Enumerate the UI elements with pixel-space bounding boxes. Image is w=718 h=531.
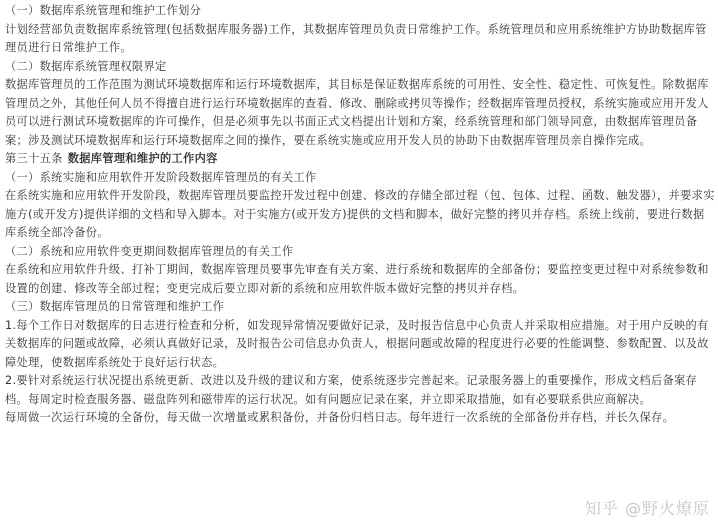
article-title: 数据库管理和维护的工作内容 (67, 152, 218, 165)
subsection-heading-daily: （三）数据库管理员的日常管理和维护工作 (5, 300, 225, 313)
article-heading (5, 150, 715, 169)
paragraph-duty-division: 计划经营部负责数据库系统管理(包括数据库服务器)工作，其数据库管理员负责日常维护工作。系统管理员和应用系统维护方协助数据库管理员进行日常维护工作。 (5, 22, 707, 54)
paragraph-change: 在系统和应用软件升级、打补丁期间，数据库管理员要事先审查有关方案、进行系统和数据库的全部备份；要监控变更过程中对系统参数和设置的创建、修改等全部过程；变更完成后要立即对新的系统和应用软件版本做好完整的拷贝并存档。 (5, 263, 709, 295)
paragraph-permission: 数据库管理员的工作范围为测试环境数据库和运行环境数据库，其目标是保证数据库系统的可用性、安全性、稳定性、可恢复性。除数据库管理员之外，其他任何人员不得擅自进行运行环境数据库的查看、修改、删除或拷贝等操作；经数据库管理员授权，系统实施或应用开发人员可以进行测试环境数据库的许可操作，但是必须事先以书面正式文档提出计划和方案，经系统管理和部门领导同意，由数据库管理员备案；涉及测试环境数据库和运行环境数据库之间的操作，要在系统实施或应用开发人员的协助下由数据库管理员亲自操作完成。 (5, 78, 709, 147)
article-label: 第三十五条 (5, 152, 63, 165)
subsection-heading-change: （二）系统和应用软件变更期间数据库管理员的有关工作 (5, 244, 294, 258)
list-item-daily-2: 2.要针对系统运行状况提出系统更新、改进以及升级的建议和方案，使系统逐步完善起来。记录服务器上的重要操作，形成文档后备案存档。每周定时检查服务器、磁盘阵列和磁带库的运行状况。如有问题应记录在案，并立即采取措施，如有必要联系供应商解决。 (5, 374, 698, 406)
paragraph-development: 在系统实施和应用软件开发阶段，数据库管理员要监控开发过程中创建、修改的存储全部过程（包、包体、过程、函数、触发器），并要求实施方(或开发方)提供详细的文档和导入脚本。对于实施方(或开发方)提供的文档和脚本，做好完整的拷贝并存档。系统上线前，要进行数据库系统全部冷备份。 (5, 189, 715, 239)
section-heading-permission: （二）数据库系统管理权限界定 (5, 59, 167, 73)
subsection-heading-development: （一）系统实施和应用软件开发阶段数据库管理员的有关工作 (5, 170, 317, 184)
list-item-daily-3: 每周做一次运行环境的全备份，每天做一次增量或累积备份，并备份归档日志。每年进行一次系统的全部备份并存档，并长久保存。 (5, 411, 675, 424)
section-heading-duty-division: （一）数据库系统管理和维护工作划分 (5, 4, 202, 17)
list-item-daily-1: 1.每个工作日对数据库的日志进行检查和分析，如发现异常情况要做好记录，及时报告信息中心负责人并采取相应措施。对于用户反映的有关数据库的问题或故障，必须认真做好记录，及时报告公司信息办负责人，根据问题或故障的程度进行必要的性能调整、参数配置、以及故障处理，使数据库系统处于良好运行状态。 (5, 318, 709, 369)
watermark: 知乎 @野火燎原 (584, 499, 710, 518)
